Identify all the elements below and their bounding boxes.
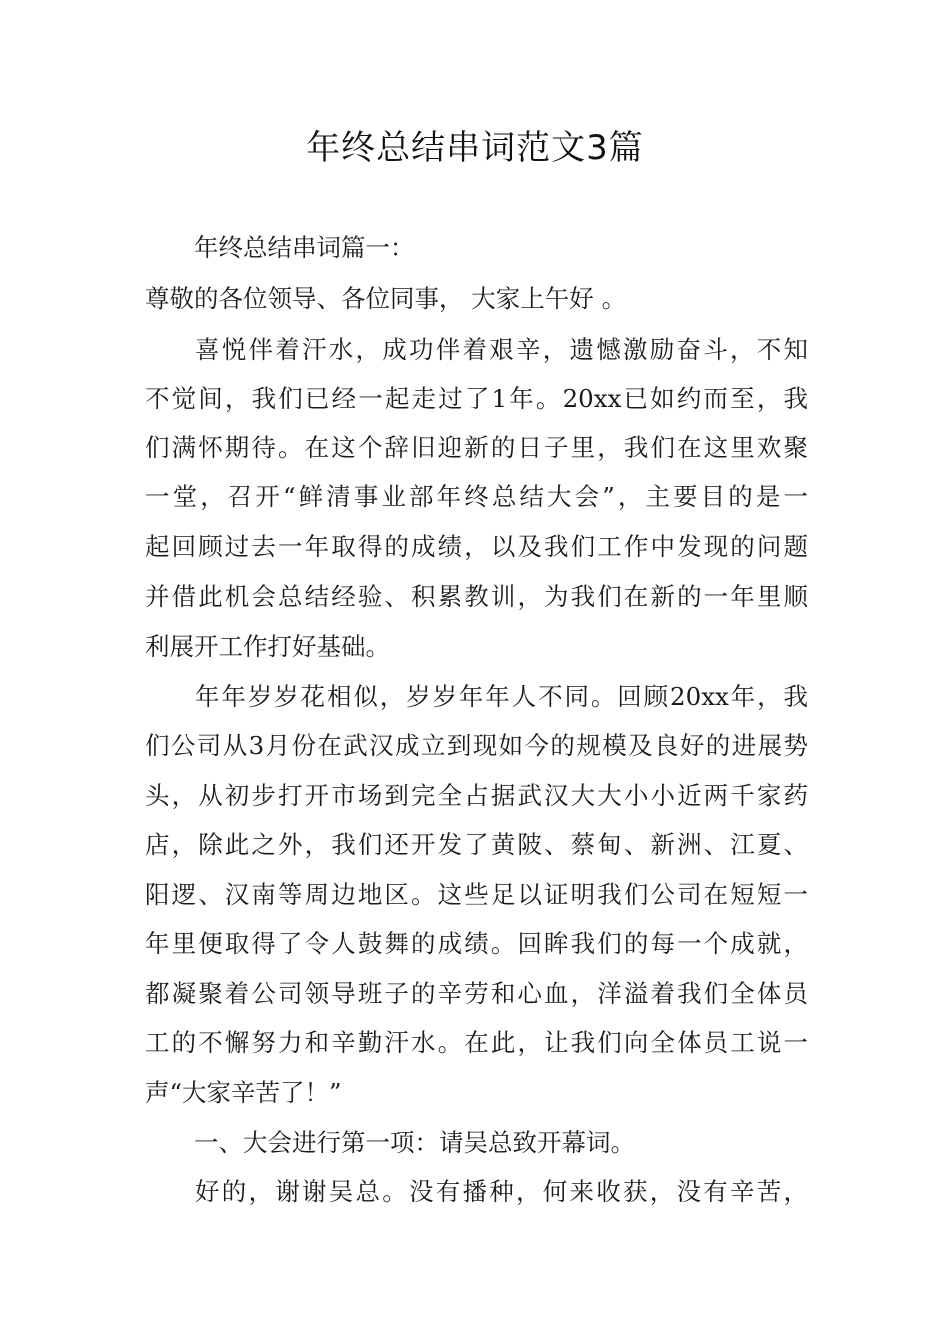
paragraph-1-line-5: 起回顾过去一年取得的成绩，以及我们工作中发现的问题 bbox=[145, 532, 808, 561]
document-title: 年终总结串词范文3篇 bbox=[306, 128, 644, 168]
paragraph-1-line-2: 不觉间，我们已经一起走过了1年。20xx已如约而至，我 bbox=[145, 384, 808, 413]
paragraph-1-line-4: 一堂，召开“鲜清事业部年终总结大会”，主要目的是一 bbox=[145, 482, 808, 511]
greeting-line: 尊敬的各位领导、各位同事， 大家上午好 。 bbox=[145, 284, 627, 313]
section-heading: 年终总结串词篇一： bbox=[194, 233, 415, 262]
paragraph-2-line-1: 年年岁岁花相似，岁岁年年人不同。回顾20xx年，我 bbox=[195, 682, 808, 711]
paragraph-1-line-6: 并借此机会总结经验、积累教训，为我们在新的一年里顺 bbox=[145, 582, 808, 611]
agenda-item-1: 一、大会进行第一项：请吴总致开幕词。 bbox=[194, 1128, 635, 1157]
paragraph-1-line-7: 利展开工作打好基础。 bbox=[145, 632, 390, 661]
paragraph-2-line-4: 店，除此之外，我们还开发了黄陂、蔡甸、新洲、江夏、 bbox=[145, 830, 808, 859]
paragraph-2-line-2: 们公司从3月份在武汉成立到现如今的规模及良好的进展势 bbox=[145, 731, 808, 760]
paragraph-2-line-5: 阳逻、汉南等周边地区。这些足以证明我们公司在短短一 bbox=[145, 880, 808, 909]
paragraph-1-line-3: 们满怀期待。在这个辞旧迎新的日子里，我们在这里欢聚 bbox=[145, 433, 808, 462]
paragraph-2-line-6: 年里便取得了令人鼓舞的成绩。回眸我们的每一个成就， bbox=[145, 929, 808, 958]
paragraph-1-line-1: 喜悦伴着汗水，成功伴着艰辛，遗憾激励奋斗，不知 bbox=[195, 335, 808, 364]
paragraph-3-line-1: 好的，谢谢吴总。没有播种，何来收获，没有辛苦， bbox=[195, 1177, 808, 1206]
paragraph-2-line-7: 都凝聚着公司领导班子的辛劳和心血，洋溢着我们全体员 bbox=[145, 979, 808, 1008]
paragraph-2-line-8: 工的不懈努力和辛勤汗水。在此，让我们向全体员工说一 bbox=[145, 1028, 808, 1057]
paragraph-2-line-9: 声“大家辛苦了！” bbox=[145, 1078, 342, 1107]
paragraph-2-line-3: 头，从初步打开市场到完全占据武汉大大小小近两千家药 bbox=[145, 781, 808, 810]
